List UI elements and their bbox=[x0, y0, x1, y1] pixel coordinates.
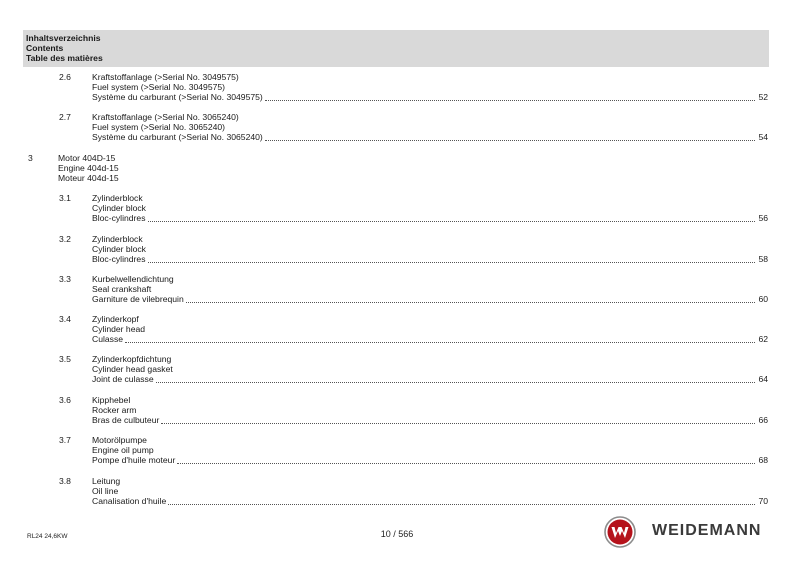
toc-entry-number: 3.4 bbox=[59, 314, 71, 324]
toc-entry-page: 58 bbox=[758, 254, 768, 265]
toc-entry-title-en: Fuel system (>Serial No. 3049575) bbox=[92, 82, 226, 93]
dot-leader bbox=[125, 341, 755, 343]
toc-entry[interactable] bbox=[0, 274, 768, 306]
header-title-en: Contents bbox=[26, 43, 64, 53]
toc-entry-title-de: Zylinderkopf bbox=[92, 314, 139, 324]
toc-entry-page: 68 bbox=[758, 455, 768, 466]
toc-entry[interactable] bbox=[0, 112, 768, 144]
toc-entry-title-en: Oil line bbox=[92, 486, 119, 497]
toc-entry-page: 52 bbox=[758, 92, 768, 103]
dot-leader bbox=[148, 261, 756, 263]
toc-entry[interactable] bbox=[0, 395, 768, 427]
toc-entry-page: 70 bbox=[758, 496, 768, 507]
toc-entry-title-fr: Système du carburant (>Serial No. 3065240) bbox=[92, 132, 263, 143]
toc-entry-number: 3.8 bbox=[59, 476, 71, 486]
page-number: 10 / 566 bbox=[380, 529, 414, 539]
toc-entry-title-fr: Canalisation d'huile bbox=[92, 496, 167, 507]
toc-entry[interactable] bbox=[0, 72, 768, 104]
toc-entry-number: 3.6 bbox=[59, 395, 71, 405]
toc-entry-title-en: Rocker arm bbox=[92, 405, 137, 416]
toc-entry-title-fr: Système du carburant (>Serial No. 3049575) bbox=[92, 92, 263, 103]
toc-entry[interactable] bbox=[0, 354, 768, 386]
toc-entry-title-de: Zylinderblock bbox=[92, 234, 143, 244]
toc-entry-page: 66 bbox=[758, 415, 768, 426]
toc-entry-number: 3 bbox=[28, 153, 33, 163]
toc-entry-title-fr: Joint de culasse bbox=[92, 374, 154, 385]
toc-entry-page: 64 bbox=[758, 374, 768, 385]
toc-entry[interactable] bbox=[0, 435, 768, 467]
toc-entry-number: 3.3 bbox=[59, 274, 71, 284]
toc-entry[interactable] bbox=[0, 234, 768, 266]
toc-entry-title-en: Fuel system (>Serial No. 3065240) bbox=[92, 122, 226, 133]
weidemann-logo-icon bbox=[604, 516, 636, 548]
toc-entry[interactable] bbox=[0, 193, 768, 225]
toc-entry[interactable] bbox=[0, 476, 768, 508]
toc-entry-title-en: Engine 404d-15 bbox=[58, 163, 119, 174]
toc-entry-title-fr: Bras de culbuteur bbox=[92, 415, 160, 426]
toc-entry-number: 3.7 bbox=[59, 435, 71, 445]
toc-entry-title-fr: Culasse bbox=[92, 334, 124, 345]
toc-entry-title-de: Kraftstoffanlage (>Serial No. 3065240) bbox=[92, 112, 239, 122]
toc-entry-page: 60 bbox=[758, 294, 768, 305]
header-title-fr: Table des matières bbox=[26, 53, 103, 63]
toc-entry-title-de: Kurbelwellendichtung bbox=[92, 274, 174, 284]
toc-entry-number: 3.5 bbox=[59, 354, 71, 364]
dot-leader bbox=[168, 503, 755, 505]
toc-entry-title-en: Cylinder head bbox=[92, 324, 146, 335]
toc-entry-title-de: Leitung bbox=[92, 476, 121, 486]
dot-leader bbox=[148, 220, 756, 222]
toc-entry-title-en: Engine oil pump bbox=[92, 445, 154, 456]
toc-entry-title-de: Motor 404D-15 bbox=[58, 153, 116, 163]
dot-leader bbox=[186, 301, 756, 303]
toc-entry[interactable] bbox=[0, 153, 768, 185]
toc-entry-title-fr: Bloc-cylindres bbox=[92, 254, 146, 265]
footer-model-code: RL24 24,6KW bbox=[27, 533, 68, 540]
toc-entry-title-en: Seal crankshaft bbox=[92, 284, 152, 295]
toc-entry-title-en: Cylinder block bbox=[92, 203, 146, 214]
toc-entry-title-de: Zylinderblock bbox=[92, 193, 143, 203]
toc-entry-title-en: Cylinder head gasket bbox=[92, 364, 173, 375]
dot-leader bbox=[177, 462, 755, 464]
toc-entry-title-fr: Moteur 404d-15 bbox=[58, 173, 119, 184]
dot-leader bbox=[161, 422, 755, 424]
dot-leader bbox=[265, 99, 756, 101]
toc-entry-page: 54 bbox=[758, 132, 768, 143]
toc-entry-page: 62 bbox=[758, 334, 768, 345]
dot-leader bbox=[156, 381, 756, 383]
toc-entry-title-de: Motorölpumpe bbox=[92, 435, 147, 445]
header-title-de: Inhaltsverzeichnis bbox=[26, 33, 101, 43]
toc-entry-number: 2.7 bbox=[59, 112, 71, 122]
header-band bbox=[23, 30, 769, 67]
toc-entry-page: 56 bbox=[758, 213, 768, 224]
toc-entry-title-fr: Bloc-cylindres bbox=[92, 213, 146, 224]
toc-entry-title-de: Kipphebel bbox=[92, 395, 131, 405]
toc-entry-title-fr: Garniture de vilebrequin bbox=[92, 294, 184, 305]
dot-leader bbox=[265, 139, 756, 141]
toc-entry[interactable] bbox=[0, 314, 768, 346]
toc-entry-title-de: Zylinderkopfdichtung bbox=[92, 354, 172, 364]
toc-entry-number: 3.2 bbox=[59, 234, 71, 244]
toc-entry-number: 3.1 bbox=[59, 193, 71, 203]
toc-entry-title-fr: Pompe d'huile moteur bbox=[92, 455, 176, 466]
brand-name: WEIDEMANN bbox=[652, 522, 762, 539]
toc-entry-title-de: Kraftstoffanlage (>Serial No. 3049575) bbox=[92, 72, 239, 82]
toc-entry-title-en: Cylinder block bbox=[92, 244, 146, 255]
toc-entry-number: 2.6 bbox=[59, 72, 71, 82]
